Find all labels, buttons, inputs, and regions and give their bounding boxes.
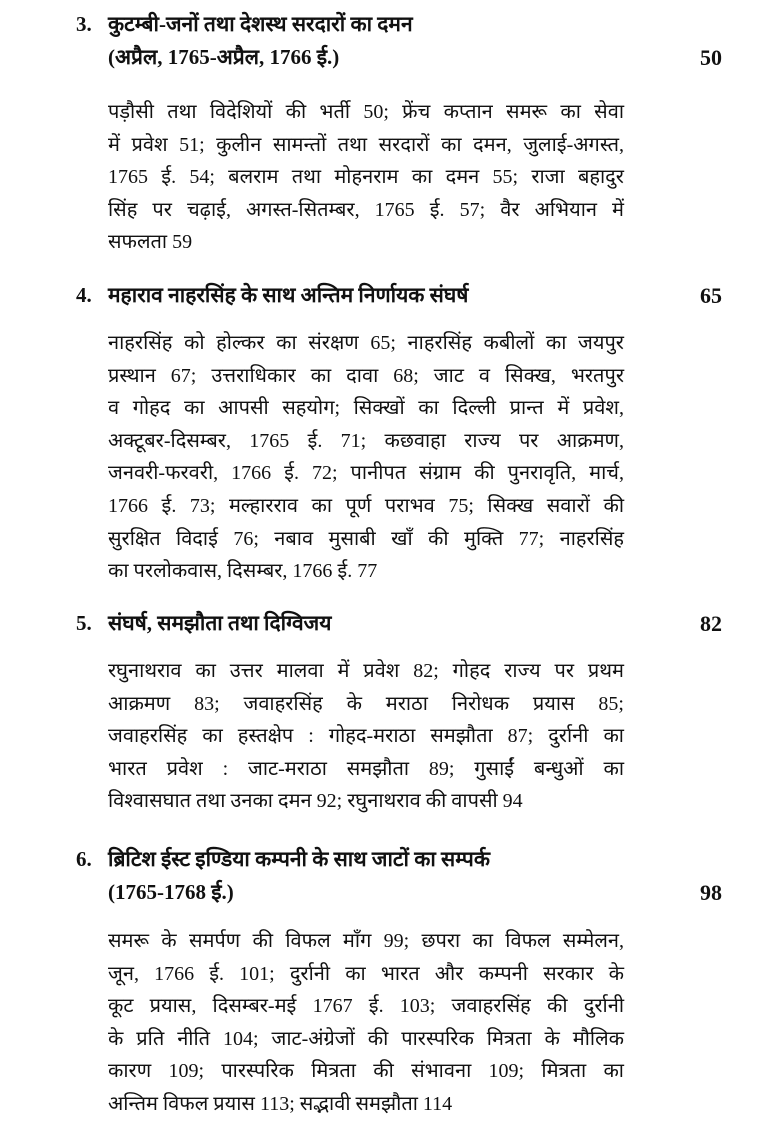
chapter-number: 4. [76, 283, 92, 307]
summary-line: जवाहरसिंह का हस्तक्षेप : गोहद-मराठा समझौता 87; दुर्रानी का [108, 725, 624, 748]
summary-line: कूट प्रयास, दिसम्बर-मई 1767 ई. 103; जवाहरसिंह की दुर्रानी [108, 995, 624, 1018]
chapter-summary [108, 655, 624, 818]
chapter-title-line: महाराव नाहरसिंह के साथ अन्तिम निर्णायक संघर्ष [108, 283, 469, 307]
summary-line: जून, 1766 ई. 101; दुर्रानी का भारत और कम्पनी सरकार के [108, 962, 624, 985]
chapter-summary [108, 96, 624, 259]
chapter-title [108, 279, 628, 312]
summary-line: सुरक्षित विदाई 76; नबाव मुसाबी खाँ की मुक्ति 77; नाहरसिंह [108, 527, 624, 550]
summary-line: 1766 ई. 73; मल्हारराव का पूर्ण पराभव 75; सिक्ख सवारों की [108, 494, 624, 517]
chapter-number: 6. [76, 847, 92, 871]
summary-line: समरू के समर्पण की विफल माँग 99; छपरा का विफल सम्मेलन, [108, 930, 624, 952]
summary-line: 1765 ई. 54; बलराम तथा मोहनराम का दमन 55; राजा बहादुर [108, 166, 624, 189]
summary-line: आक्रमण 83; जवाहरसिंह के मराठा निरोधक प्रयास 85; [108, 692, 624, 715]
summary-line: सफलता 59 [108, 231, 193, 254]
chapter-title [108, 607, 628, 640]
chapter-title-line: कुटम्बी-जनों तथा देशस्थ सरदारों का दमन [108, 12, 413, 36]
summary-line: अक्टूबर-दिसम्बर, 1765 ई. 71; कछवाहा राज्य पर आक्रमण, [108, 429, 624, 452]
summary-line: विश्वासघात तथा उनका दमन 92; रघुनाथराव की वापसी 94 [108, 790, 523, 813]
summary-line: प्रस्थान 67; उत्तराधिकार का दावा 68; जाट व सिक्ख, भरतपुर [108, 364, 624, 387]
summary-line: कारण 109; पारस्परिक मित्रता की संभावना 109; मित्रता का [108, 1060, 624, 1083]
page-number: 82 [700, 611, 722, 636]
chapter-title-line: (अप्रैल, 1765-अप्रैल, 1766 ई.) [108, 45, 340, 69]
summary-line: सिंह पर चढ़ाई, अगस्त-सितम्बर, 1765 ई. 57; वैर अभियान में [108, 198, 624, 221]
chapter-title-line: (1765-1768 ई.) [108, 880, 234, 904]
page-number: 65 [700, 283, 722, 308]
summary-line: का परलोकवास, दिसम्बर, 1766 ई. 77 [108, 560, 378, 583]
chapter-title-line: संघर्ष, समझौता तथा दिग्विजय [108, 611, 332, 635]
page-number: 50 [700, 45, 722, 70]
chapter-number: 3. [76, 12, 92, 36]
chapter-title [108, 843, 628, 909]
summary-line: के प्रति नीति 104; जाट-अंग्रेजों की पारस्परिक मित्रता के मौलिक [108, 1027, 624, 1050]
chapter-title [108, 8, 628, 74]
chapter-number: 5. [76, 611, 92, 635]
summary-line: में प्रवेश 51; कुलीन सामन्तों तथा सरदारों का दमन, जुलाई-अगस्त, [108, 133, 624, 156]
summary-line: जनवरी-फरवरी, 1766 ई. 72; पानीपत संग्राम की पुनरावृति, मार्च, [108, 462, 624, 485]
summary-line: अन्तिम विफल प्रयास 113; सद्भावी समझौता 114 [108, 1092, 453, 1115]
page-number: 98 [700, 880, 722, 905]
summary-line: भारत प्रवेश : जाट-मराठा समझौता 89; गुसाईं बन्धुओं का [108, 757, 624, 780]
chapter-summary [108, 327, 624, 588]
summary-line: पड़ौसी तथा विदेशियों की भर्ती 50; फ्रेंच कप्तान समरू का सेवा [108, 101, 624, 123]
summary-line: व गोहद का आपसी सहयोग; सिक्खों का दिल्ली प्रान्त में प्रवेश, [108, 397, 624, 420]
chapter-summary [108, 925, 624, 1121]
summary-line: नाहरसिंह को होल्कर का संरक्षण 65; नाहरसिंह कबीलों का जयपुर [108, 332, 624, 354]
chapter-title-line: ब्रिटिश ईस्ट इण्डिया कम्पनी के साथ जाटों का सम्पर्क [108, 847, 490, 871]
summary-line: रघुनाथराव का उत्तर मालवा में प्रवेश 82; गोहद राज्य पर प्रथम [108, 660, 624, 682]
